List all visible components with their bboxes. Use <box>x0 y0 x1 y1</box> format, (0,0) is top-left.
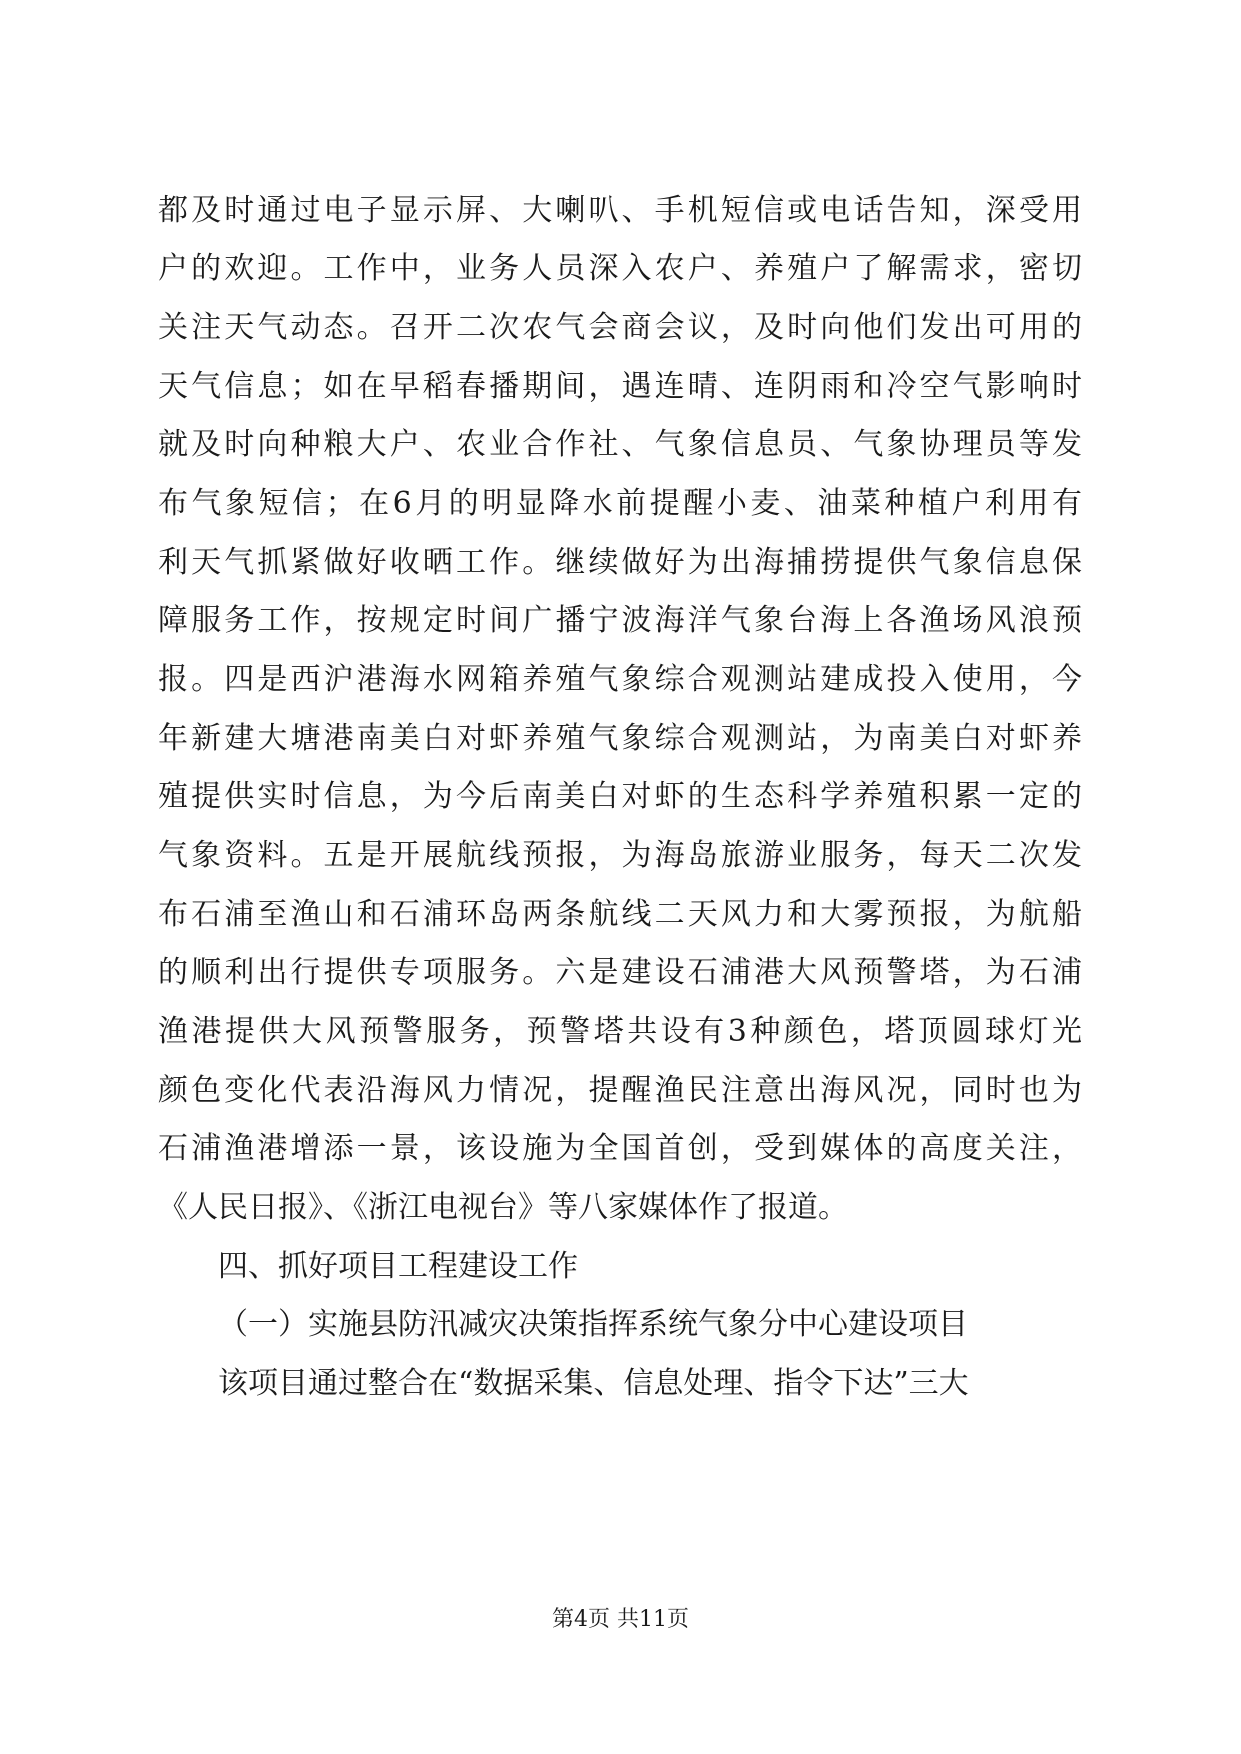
page-number-footer: 第4页 共11页 <box>552 1607 689 1632</box>
paragraph-line: 颜色变化代表沿海风力情况，提醒渔民注意出海风况，同时也为 <box>158 1073 1082 1108</box>
paragraph-line: 利天气抓紧做好收晒工作。继续做好为出海捕捞提供气象信息保 <box>158 545 1082 580</box>
paragraph-line: 的顺利出行提供专项服务。六是建设石浦港大风预警塔，为石浦 <box>158 955 1082 990</box>
paragraph-line: 布气象短信；在6月的明显降水前提醒小麦、油菜种植户利用有 <box>158 486 1082 521</box>
paragraph-line: 就及时向种粮大户、农业合作社、气象信息员、气象协理员等发 <box>158 427 1082 462</box>
paragraph-line: 户的欢迎。工作中，业务人员深入农户、养殖户了解需求，密切 <box>158 251 1082 286</box>
paragraph-line: 石浦渔港增添一景，该设施为全国首创，受到媒体的高度关注， <box>158 1131 1082 1166</box>
paragraph-line: 《人民日报》、《浙江电视台》等八家媒体作了报道。 <box>158 1190 848 1225</box>
paragraph-line: 报。四是西沪港海水网箱养殖气象综合观测站建成投入使用，今 <box>158 662 1082 697</box>
paragraph-line: 关注天气动态。召开二次农气会商会议，及时向他们发出可用的 <box>158 310 1082 345</box>
section-heading: 四、抓好项目工程建设工作 <box>218 1249 578 1284</box>
subsection-heading: （一）实施县防汛减灾决策指挥系统气象分中心建设项目 <box>218 1307 968 1342</box>
paragraph-line: 年新建大塘港南美白对虾养殖气象综合观测站，为南美白对虾养 <box>158 721 1082 756</box>
paragraph-line: 气象资料。五是开展航线预报，为海岛旅游业服务，每天二次发 <box>158 838 1082 873</box>
paragraph-2-line: 该项目通过整合在“数据采集、信息处理、指令下达”三大 <box>218 1366 969 1401</box>
paragraph-line: 障服务工作，按规定时间广播宁波海洋气象台海上各渔场风浪预 <box>158 603 1082 638</box>
paragraph-line: 渔港提供大风预警服务，预警塔共设有3种颜色，塔顶圆球灯光 <box>158 1014 1082 1049</box>
paragraph-line: 天气信息；如在早稻春播期间，遇连晴、连阴雨和冷空气影响时 <box>158 369 1082 404</box>
paragraph-line: 殖提供实时信息，为今后南美白对虾的生态科学养殖积累一定的 <box>158 779 1082 814</box>
paragraph-line: 布石浦至渔山和石浦环岛两条航线二天风力和大雾预报，为航船 <box>158 897 1082 932</box>
paragraph-line: 都及时通过电子显示屏、大喇叭、手机短信或电话告知，深受用 <box>158 193 1082 228</box>
